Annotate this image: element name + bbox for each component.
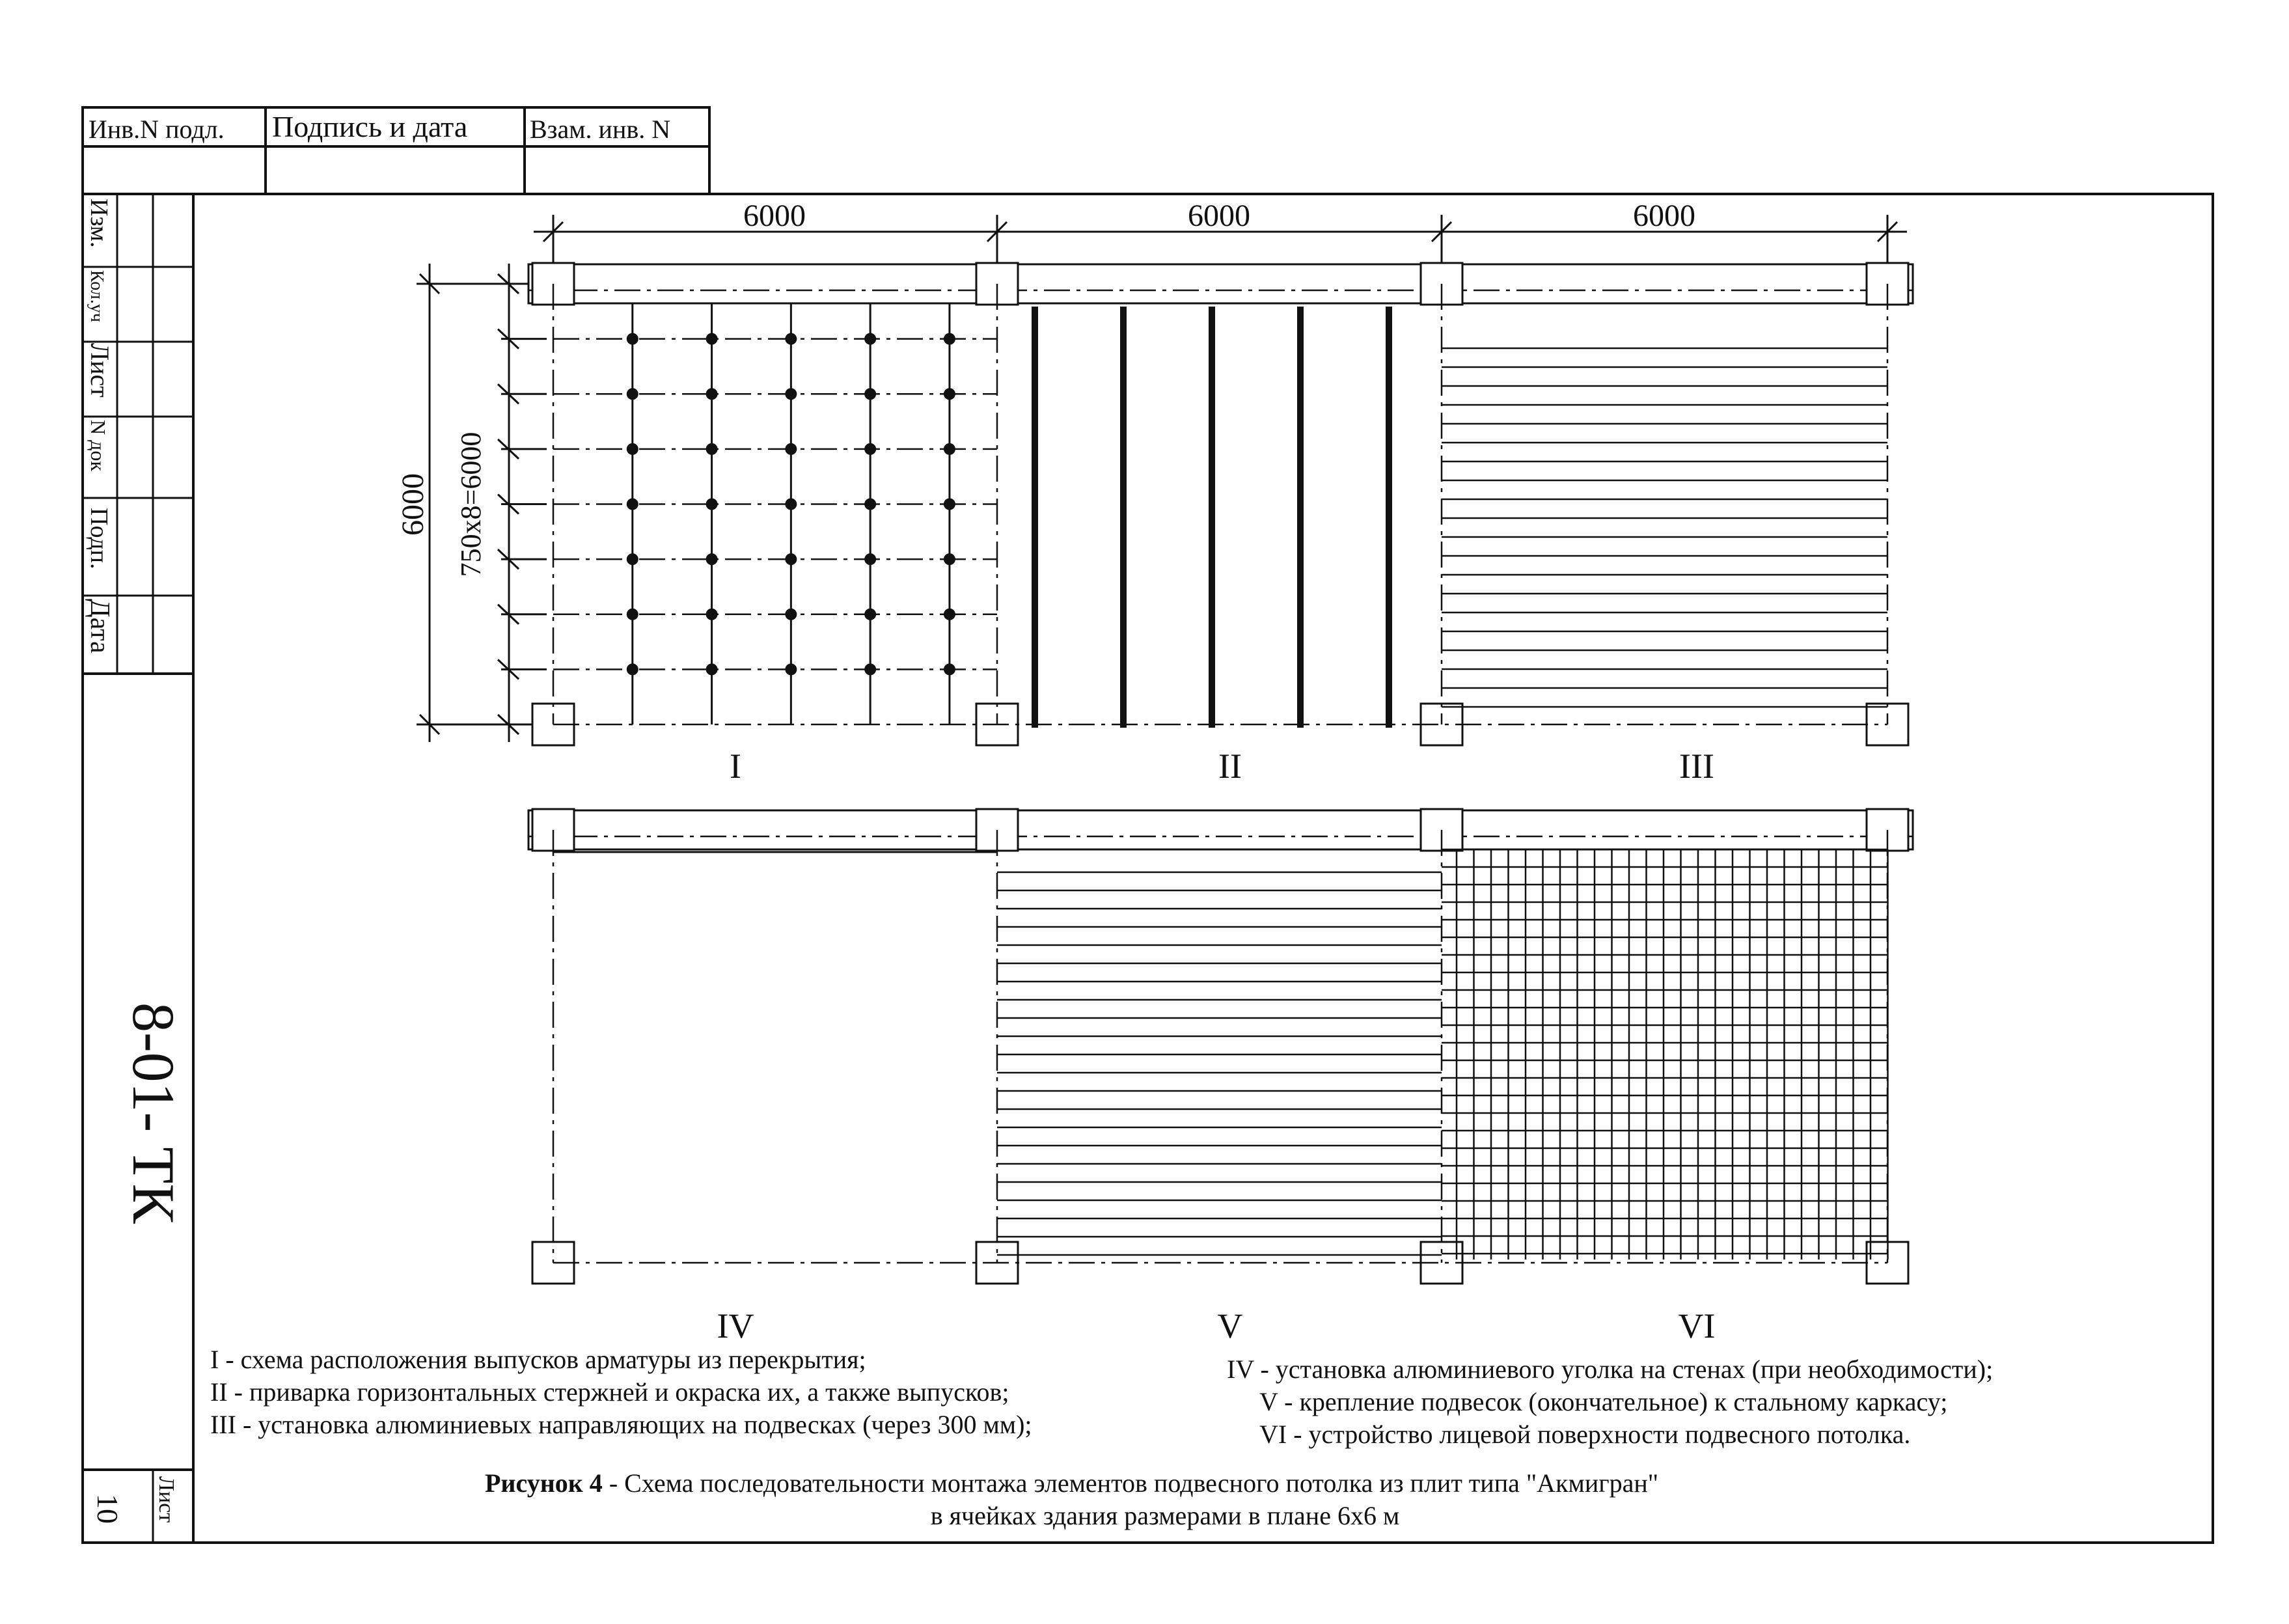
cell-label-2: II [1218, 747, 1242, 786]
anchor-dot [864, 663, 876, 675]
anchor-dot [706, 499, 718, 510]
anchor-dot [864, 388, 876, 400]
anchor-dot [706, 553, 718, 565]
rev-kol-uch: Кол.уч [87, 270, 107, 322]
svg-text:Рисунок 4 - Схема последовател [485, 1468, 1658, 1498]
top-dimensions [534, 199, 1907, 273]
legend-right-1: IV - установка алюминиевого уголка на стенах (при необходимости); [1227, 1355, 1994, 1384]
anchor-dot [864, 499, 876, 510]
revision-table [83, 194, 193, 1543]
anchor-dot [944, 333, 955, 345]
anchor-dot [627, 663, 638, 675]
cell-label-6: VI [1678, 1306, 1716, 1345]
anchor-dot [627, 333, 638, 345]
left-dimensions [396, 264, 547, 742]
legend-right-2: V - крепление подвесок (окончательное) к стальному каркасу; [1259, 1387, 1948, 1416]
dim-span-2: 6000 [1188, 199, 1250, 233]
legend-right-3: VI - устройство лицевой поверхности подвесного потолка. [1259, 1420, 1911, 1449]
dim-height: 6000 [396, 473, 430, 536]
dim-pitch: 750х8=6000 [455, 432, 487, 577]
document-code: 8-01- ТК [120, 1002, 187, 1224]
cell-label-3: III [1679, 747, 1714, 786]
sheet-number: 10 [91, 1494, 124, 1524]
anchor-dot [785, 609, 797, 620]
rev-podp: Подп. [85, 508, 113, 570]
anchor-dot [627, 553, 638, 565]
anchor-dot [944, 609, 955, 620]
anchor-dot [627, 388, 638, 400]
caption-bold: Рисунок 4 [485, 1468, 603, 1498]
anchor-dot [785, 333, 797, 345]
stamp-vzam-inv: Взам. инв. N [530, 115, 671, 144]
caption-line-2: в ячейках здания размерами в плане 6х6 м [930, 1501, 1400, 1530]
rev-data: Дата [85, 599, 115, 654]
cell-label-1: I [730, 747, 741, 786]
anchor-dot [706, 609, 718, 620]
anchor-dot [864, 333, 876, 345]
stamp-inv-podl: Инв.N подл. [89, 115, 225, 144]
anchor-dot [864, 553, 876, 565]
anchor-dot [864, 443, 876, 455]
sheet-label: Лист [154, 1476, 178, 1523]
legend-left-2: II - приварка горизонтальных стержней и окраска их, а также выпусков; [210, 1377, 1009, 1407]
rev-n-dok: N док [87, 420, 110, 471]
anchor-dot [785, 663, 797, 675]
anchor-dot [785, 499, 797, 510]
rev-izm: Изм. [85, 199, 113, 248]
ceiling-beam [528, 810, 1913, 849]
anchor-dot [944, 388, 955, 400]
ceiling-beam [528, 264, 1913, 303]
figure-caption [485, 1468, 1658, 1530]
anchor-dot [706, 443, 718, 455]
anchor-dot [785, 553, 797, 565]
anchor-dot [706, 663, 718, 675]
anchor-dot [627, 499, 638, 510]
cell-label-5: V [1217, 1306, 1243, 1345]
anchor-dot [944, 443, 955, 455]
anchor-dot [864, 609, 876, 620]
legend-left-3: III - установка алюминиевых направляющих на подвесках (через 300 мм); [210, 1410, 1032, 1439]
stamp-block [83, 107, 709, 194]
anchor-dot [785, 388, 797, 400]
anchor-dot [944, 553, 955, 565]
legend [210, 1345, 1993, 1449]
dim-span-3: 6000 [1633, 199, 1695, 233]
anchor-dot [785, 443, 797, 455]
anchor-dot [944, 663, 955, 675]
cell-label-4: IV [717, 1306, 754, 1345]
main-frame [83, 194, 2213, 1543]
anchor-dot [706, 333, 718, 345]
caption-line-1: - Схема последовательности монтажа элементов подвесного потолка из плит типа "Акмигран" [602, 1468, 1659, 1498]
anchor-dot [627, 443, 638, 455]
anchor-dot [944, 499, 955, 510]
stamp-podpis-data: Подпись и дата [272, 110, 468, 143]
anchor-dot [706, 388, 718, 400]
anchor-dot [627, 609, 638, 620]
legend-left-1: I - схема расположения выпусков арматуры из перекрытия; [210, 1345, 866, 1374]
rev-list: Лист [85, 343, 115, 398]
dim-span-1: 6000 [743, 199, 806, 233]
